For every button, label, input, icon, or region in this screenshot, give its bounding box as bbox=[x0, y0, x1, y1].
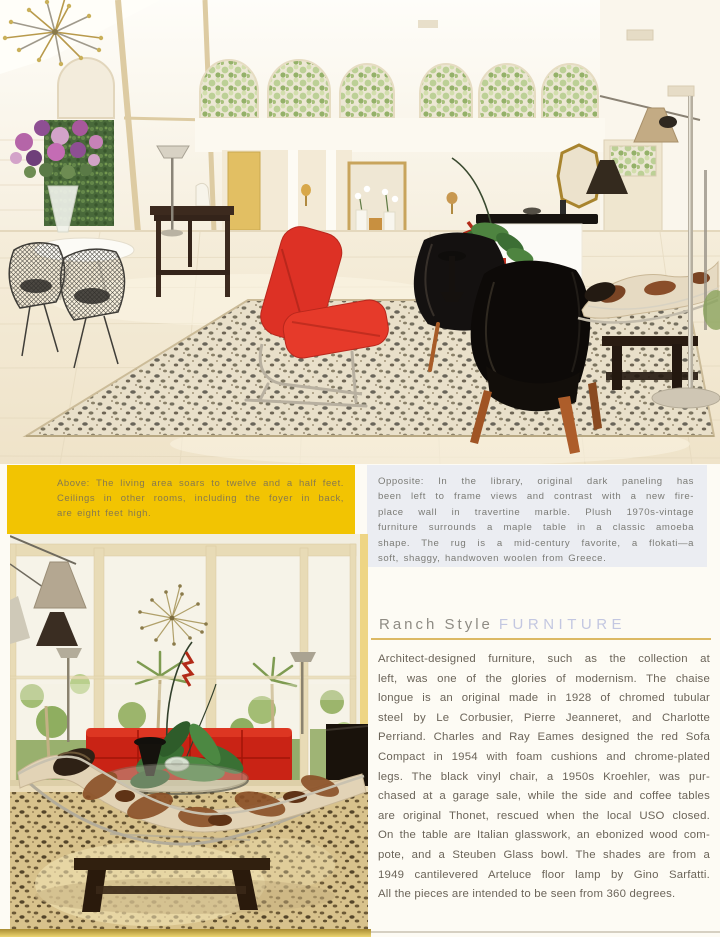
brick-arch bbox=[58, 58, 114, 118]
column bbox=[326, 150, 336, 232]
chaise-longue-illustration bbox=[10, 534, 368, 937]
body-line: left, was one of the glories of modernism. The chaise bbox=[378, 672, 710, 685]
caption-opposite-line: soft, shaggy, handwoven woolen from Greece. bbox=[378, 553, 607, 565]
body-line: All the pieces are intended to be seen from 360 degrees. bbox=[378, 888, 676, 901]
air-vent bbox=[627, 30, 653, 40]
heading-rule bbox=[371, 638, 711, 640]
chaise-shadow bbox=[35, 878, 335, 914]
caption-opposite-line: been left to frame views and contrast with a new fire- bbox=[378, 491, 694, 503]
air-vent bbox=[418, 20, 438, 28]
base-beam bbox=[74, 858, 270, 870]
body-line: are original Thonet, rescued when the local USO closed. bbox=[378, 809, 710, 822]
caption-above-line: are eight feet high. bbox=[57, 508, 152, 519]
body-line: Architect-designed furniture, such as the collection at bbox=[378, 653, 710, 665]
caption-above-line: Above: The living area soars to twelve and a half feet. bbox=[57, 478, 344, 489]
caption-opposite-box bbox=[367, 465, 707, 567]
body-line: pote, and a Steuben Glass bowl. The shades are from a bbox=[378, 848, 710, 861]
section-body bbox=[378, 650, 710, 905]
body-line: 1949 cantilevered Arteluce floor lamp by Gino Sarfatti. bbox=[378, 868, 710, 881]
body-line: On the table are Italian glasswork, an ebonized wood com- bbox=[378, 829, 710, 842]
body-line: chased at a garage sale, while the side and coffee tables bbox=[378, 790, 710, 803]
caption-above-box bbox=[7, 465, 355, 534]
page-edge-line bbox=[371, 931, 720, 933]
wire-chair bbox=[61, 249, 125, 320]
column bbox=[288, 150, 298, 232]
caption-opposite-line: Opposite: In the library, original dark paneling has bbox=[378, 476, 694, 487]
living-area-illustration bbox=[0, 0, 720, 464]
section-heading-secondary: FURNITURE bbox=[498, 616, 627, 633]
body-line: Compact in 1954 with foam cushions and chrome-plated bbox=[378, 750, 710, 763]
caption-above-line: Ceilings in other rooms, including the foyer in back, bbox=[57, 493, 344, 504]
air-vent bbox=[668, 86, 694, 96]
window-sill-band bbox=[195, 118, 605, 152]
section-heading-primary: Ranch Style bbox=[379, 616, 493, 633]
wire-chair bbox=[9, 243, 64, 308]
page-edge-strip bbox=[0, 929, 371, 937]
body-line: Perriand. Charles and Ray Eames designed the red Sofa bbox=[378, 731, 710, 744]
body-line: steel by Le Corbusier, Pierre Jeanneret, and Charlotte bbox=[378, 711, 710, 724]
white-statue bbox=[196, 183, 210, 206]
yellow-door bbox=[228, 152, 260, 230]
photo-edge-strip bbox=[360, 534, 368, 724]
living-area-photo bbox=[0, 0, 720, 464]
caption-opposite-line: place wall in travertine marble. Plush 1970s-vintage bbox=[378, 506, 694, 518]
section-heading bbox=[379, 616, 626, 633]
body-line: longue is an original made in 1928 of chromed tubular bbox=[378, 692, 710, 705]
chaise-longue-photo bbox=[10, 534, 368, 937]
body-line: legs. The black vinyl chair, a 1950s Kroehler, was pur- bbox=[378, 770, 710, 783]
caption-opposite-line: furniture surrounds a maple table in a classic amoeba bbox=[378, 522, 694, 534]
caption-opposite-line: shape. The rug is a mid-century favorite, a flokati—a bbox=[378, 537, 694, 549]
